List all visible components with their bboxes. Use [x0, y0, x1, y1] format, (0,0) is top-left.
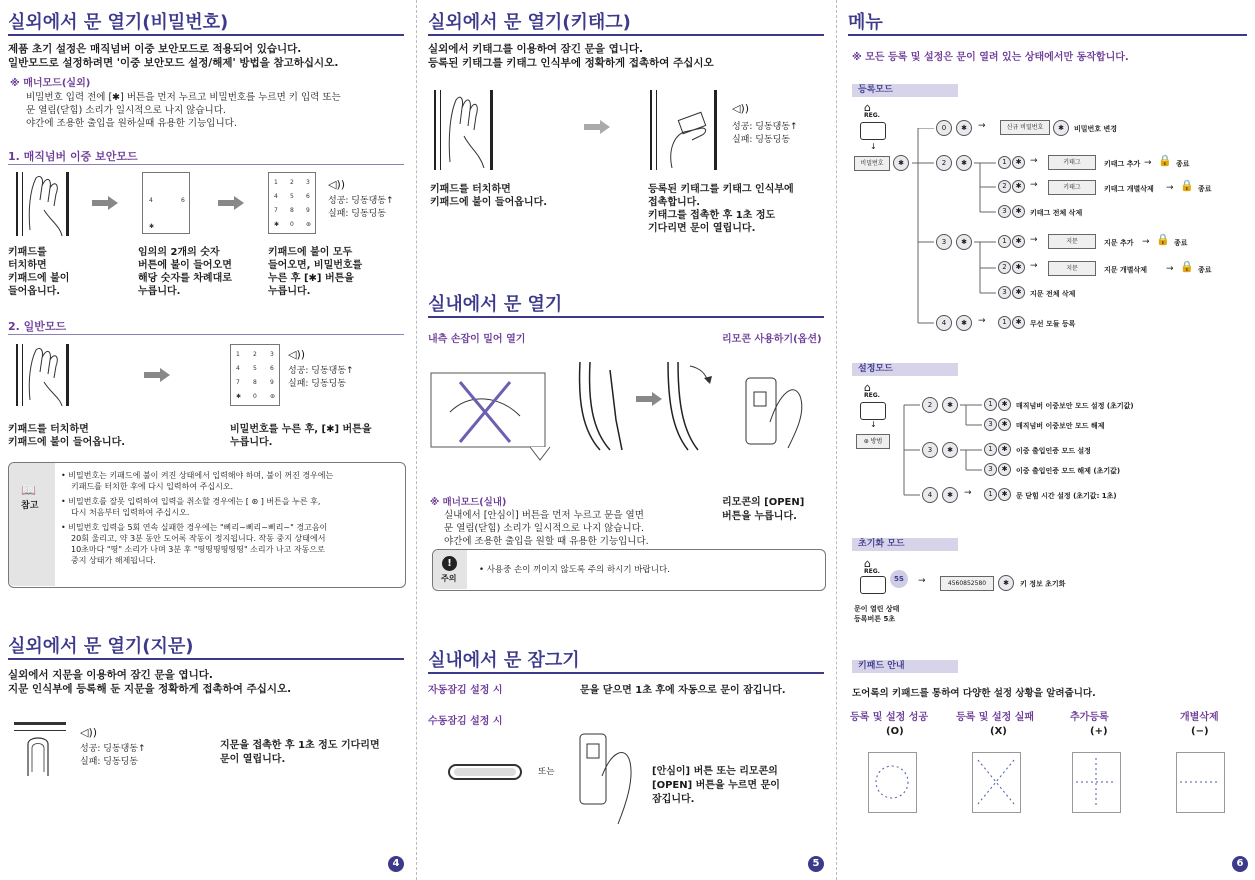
- finger-add-label: 지문 추가: [1104, 239, 1134, 247]
- keytag-del-label: 키태그 개별삭제: [1104, 185, 1154, 193]
- keypad-circle-pattern: [868, 752, 918, 814]
- speaker-icon: ◁)): [288, 348, 306, 361]
- hand-touch-illustration: [432, 88, 498, 172]
- in-left-label: 내측 손잡이 밀어 열기: [428, 334, 526, 345]
- section-underline: [8, 164, 404, 165]
- speaker-icon: ◁)): [328, 178, 346, 191]
- manner-line: 문 열림(닫힘) 소리가 일시적으로 나지 않습니다.: [26, 105, 226, 116]
- step-text: 들어옵니다.: [8, 286, 61, 297]
- page-number: 6: [1232, 856, 1248, 872]
- star-key: ✱: [956, 120, 972, 136]
- key-1: 1: [984, 398, 997, 411]
- kp-desc: 도어록의 키패드를 통하여 다양한 설정 상황을 알려줍니다.: [852, 688, 1096, 699]
- key-0: 0: [936, 120, 952, 136]
- page-title: 실외에서 문 열기(키태그): [428, 12, 631, 33]
- or-text: 또는: [538, 767, 555, 777]
- set4-label: 이중 출입인증 모드 해제 (초기값): [1016, 467, 1121, 475]
- star-key: ✱: [956, 315, 972, 331]
- keytag-touch-illustration: [648, 88, 728, 172]
- new-password-key: 신규 비밀번호: [1000, 120, 1050, 135]
- arrow-right-icon: →: [1144, 158, 1152, 168]
- key-1: 1: [984, 443, 997, 456]
- finger-all-label: 지문 전체 삭제: [1030, 290, 1076, 298]
- init-note: 문이 열린 상태: [854, 605, 900, 613]
- caution-label: 주의: [441, 574, 457, 583]
- step-text: 키패드를: [8, 247, 47, 258]
- five-seconds-badge: 5S: [890, 570, 908, 588]
- set1-label: 매직넘버 이중보안 모드 설정 (초기값): [1016, 402, 1134, 410]
- fail-sound: 실패: 딩동딩동: [732, 135, 791, 145]
- note-label: 참고: [21, 501, 39, 511]
- manner-line: 문 열림(닫힘) 소리가 일시적으로 나지 않습니다.: [444, 523, 644, 534]
- auto-lock-text: 문을 닫으면 1초 후에 자동으로 문이 잠깁니다.: [580, 685, 786, 696]
- finger-del-label: 지문 개별삭제: [1104, 266, 1148, 274]
- arrow-right-icon: [92, 196, 118, 210]
- notice: ※ 모든 등록 및 설정은 문이 열려 있는 상태에서만 동작합니다.: [852, 52, 1129, 63]
- note-line: 키패드를 터치한 후에 다시 입력하여 주십시오.: [71, 482, 234, 491]
- key-3: 3: [984, 463, 997, 476]
- keypad-plus-pattern: [1072, 752, 1122, 814]
- success-sound: 성공: 딩동댕동↑: [288, 366, 354, 376]
- star-key: ✱: [956, 155, 972, 171]
- arrow-down-icon: ↓: [870, 420, 877, 429]
- title-underline: [848, 34, 1247, 36]
- key-1: 1: [998, 156, 1011, 169]
- key-3: 3: [984, 418, 997, 431]
- success-sound: 성공: 딩동댕동↑: [80, 744, 146, 754]
- doorlock-reg-icon: 🔒: [1180, 179, 1194, 192]
- wireless-label: 무선 모듈 등록: [1030, 320, 1076, 328]
- caution-text: • 사용중 손이 끼이지 않도록 주의 하시기 바랍니다.: [479, 565, 670, 575]
- fail-sound: 실패: 딩동딩동: [328, 209, 387, 219]
- column-divider: [416, 0, 417, 880]
- note-box: [8, 462, 406, 588]
- star-key: ✱: [942, 397, 958, 413]
- manual-text: 잠깁니다.: [652, 794, 695, 805]
- key-2: 2: [998, 180, 1011, 193]
- remote-text: 리모콘의 [OPEN]: [722, 497, 805, 508]
- key-2: 2: [922, 397, 938, 413]
- ind-label: 추가등록: [1070, 712, 1109, 723]
- init-label: 키 정보 초기화: [1020, 580, 1066, 588]
- star-key: ✱: [893, 155, 909, 171]
- arrow-right-icon: →: [1030, 261, 1038, 271]
- step-text: 키패드에 불이 들어옵니다.: [430, 197, 548, 208]
- remote-control-illustration: [730, 352, 822, 462]
- arrow-right-icon: →: [1166, 183, 1174, 193]
- keytag-box: 키태그: [1048, 180, 1096, 195]
- section-title: 실외에서 문 열기(지문): [8, 636, 194, 657]
- handle-illustration: [570, 360, 638, 454]
- inner-handle-illustration: [430, 372, 556, 466]
- intro-line: 실외에서 키태그를 이용하여 잠긴 문을 엽니다.: [428, 43, 643, 55]
- star-key: ✱: [1012, 316, 1025, 329]
- manual-lock-label: 수동잠김 설정 시: [428, 716, 503, 727]
- key-4: 4: [922, 487, 938, 503]
- step-text: 임의의 2개의 숫자: [138, 247, 220, 258]
- end-label: 종료: [1198, 266, 1212, 274]
- star-key: ✱: [942, 442, 958, 458]
- password-key: 비밀번호: [854, 156, 890, 171]
- warning-icon: !: [442, 556, 457, 571]
- set2-label: 매직넘버 이중보안 모드 해제: [1016, 422, 1105, 430]
- pw-change-label: 비밀번호 변경: [1074, 125, 1118, 133]
- key-3: 3: [922, 442, 938, 458]
- title-underline: [8, 34, 404, 36]
- step-text: 키패드에 불이 모두: [268, 247, 353, 258]
- manner-title: ※ 매너모드(실내): [430, 497, 507, 508]
- step-text: 버튼에 불이 들어오면: [138, 260, 232, 271]
- ind-sym: (X): [990, 726, 1007, 737]
- finger-box: 지문: [1048, 234, 1096, 249]
- ind-label: 개별삭제: [1180, 712, 1219, 723]
- reg-key-icon: ⌂: [864, 557, 871, 570]
- star-key: ✱: [998, 463, 1011, 476]
- book-icon: 📖: [21, 483, 36, 497]
- section-pill: 등록모드: [852, 84, 958, 97]
- end-label: 종료: [1174, 239, 1188, 247]
- key-1: 1: [984, 488, 997, 501]
- ind-label: 등록 및 설정 실패: [956, 712, 1035, 723]
- step-text: 누른 후 [✱] 버튼을: [268, 273, 354, 284]
- key-3: 3: [998, 205, 1011, 218]
- arrow-right-icon: [584, 120, 610, 134]
- doorlock-reg-icon: 🔒: [1180, 260, 1194, 273]
- init-note: 등록버튼 5초: [854, 615, 896, 623]
- arrow-right-icon: →: [1142, 237, 1150, 247]
- key-3: 3: [998, 286, 1011, 299]
- hand-touch-illustration: [14, 342, 74, 410]
- section-underline: [8, 334, 404, 335]
- key-4: 4: [936, 315, 952, 331]
- step-text: 해당 숫자를 차례대로: [138, 273, 232, 284]
- ind-sym: (O): [886, 726, 904, 737]
- fp-line: 실외에서 지문을 이용하여 잠긴 문을 엽니다.: [8, 669, 213, 681]
- key-2: 2: [998, 261, 1011, 274]
- arrow-right-icon: →: [918, 576, 926, 586]
- remote-text: 버튼을 누릅니다.: [722, 511, 797, 522]
- section-title: 실내에서 문 잠그기: [428, 650, 580, 671]
- ind-sym: (+): [1090, 726, 1108, 737]
- speaker-icon: ◁)): [80, 726, 98, 739]
- finger-box: 지문: [1048, 261, 1096, 276]
- intro-line: 일반모드로 설정하려면 '이중 보안모드 설정/해제' 방법을 참고하십시오.: [8, 57, 339, 69]
- key-1: 1: [998, 235, 1011, 248]
- step-text: 누릅니다.: [268, 286, 311, 297]
- star-key: ✱: [1053, 120, 1069, 136]
- note-line: 20회 울리고, 약 3분 동안 도어록 작동이 정지됩니다. 작동 중지 상태에서: [71, 534, 326, 543]
- reg-label: REG.: [864, 568, 880, 575]
- title-underline: [428, 672, 824, 674]
- reg-key-icon: ⌂: [864, 381, 871, 394]
- keytag-all-label: 키태그 전체 삭제: [1030, 209, 1083, 217]
- key-3: 3: [936, 234, 952, 250]
- fingerprint-sensor-illustration: [14, 720, 70, 780]
- keypad-x-pattern: [972, 752, 1022, 814]
- step-text: 누릅니다.: [230, 437, 273, 448]
- section-pill: 설정모드: [852, 363, 958, 376]
- ind-label: 등록 및 설정 성공: [850, 712, 929, 723]
- page-title: 메뉴: [848, 12, 883, 33]
- section-pill: 초기화 모드: [852, 538, 958, 551]
- arrow-right-icon: →: [978, 121, 986, 131]
- step-text: 들어오면, 비밀번호를: [268, 260, 363, 271]
- success-sound: 성공: 딩동댕동↑: [732, 122, 798, 132]
- manual-text: [OPEN] 버튼을 누르면 문이: [652, 780, 780, 791]
- reg-tree-lines: [910, 128, 940, 328]
- keypad-illustration: 4 6 ✱: [142, 172, 190, 234]
- section-title: 실내에서 문 열기: [428, 294, 563, 315]
- speaker-icon: ◁)): [732, 102, 750, 115]
- init-code-box: 4560852580: [940, 576, 994, 591]
- remote-control-illustration: [570, 730, 646, 826]
- manner-line: 야간에 조용한 출입을 원할 때 유용한 기능입니다.: [444, 536, 649, 547]
- note-line: • 비밀번호 입력을 5회 연속 실패한 경우에는 "삐리~삐리~삐리~" 경고음이: [61, 523, 328, 532]
- page-number: 4: [388, 856, 404, 872]
- star-key: ✱: [1012, 156, 1025, 169]
- section-title: 2. 일반모드: [8, 320, 67, 333]
- arrow-right-icon: →: [1030, 180, 1038, 190]
- arrow-right-icon: [636, 392, 662, 406]
- step-text: 키패드를 터치하면: [430, 184, 511, 195]
- doorlock-icon: [860, 402, 886, 420]
- star-key: ✱: [942, 487, 958, 503]
- end-label: 종료: [1198, 185, 1212, 193]
- note-line: 10초마다 "띵" 소리가 나며 3분 후 "띵띵띵띵띵띵" 소리가 나고 자동으로: [71, 545, 325, 554]
- guard-key: ⊛ 방범: [856, 434, 890, 449]
- success-sound: 성공: 딩동댕동↑: [328, 196, 394, 206]
- intro-line: 등록된 키태그를 키태그 인식부에 정확하게 접촉하여 주십시오: [428, 57, 714, 69]
- title-underline: [428, 34, 824, 36]
- keypad-lit-illustration: 1 2 3 4 5 6 7 8 9 ✱ 0 ⊛: [268, 172, 316, 234]
- fp-desc: 문이 열립니다.: [220, 754, 286, 765]
- title-underline: [428, 316, 824, 318]
- key-2: 2: [936, 155, 952, 171]
- keytag-add-label: 키태그 추가: [1104, 160, 1141, 168]
- star-key: ✱: [998, 575, 1014, 591]
- star-key: ✱: [1012, 286, 1025, 299]
- arrow-down-icon: ↓: [870, 142, 877, 151]
- set3-label: 이중 출입인증 모드 설정: [1016, 447, 1091, 455]
- step-text: 터치하면: [8, 260, 47, 271]
- hand-touch-illustration: [14, 170, 74, 240]
- fail-sound: 실패: 딩동딩동: [80, 757, 139, 767]
- note-side: [9, 463, 55, 586]
- arrow-right-icon: →: [1166, 264, 1174, 274]
- step-text: 누릅니다.: [138, 286, 181, 297]
- arrow-right-icon: →: [978, 316, 986, 326]
- intro-line: 제품 초기 설정은 매직넘버 이중 보안모드로 적용되어 있습니다.: [8, 43, 302, 55]
- handle-open-illustration: [660, 360, 720, 454]
- manual-text: [안심이] 버튼 또는 리모콘의: [652, 766, 778, 777]
- title-underline: [8, 658, 404, 660]
- keytag-box: 키태그: [1048, 155, 1096, 170]
- star-key: ✱: [998, 443, 1011, 456]
- star-key: ✱: [1012, 205, 1025, 218]
- step-text: 비밀번호를 누른 후, [✱] 버튼을: [230, 424, 372, 435]
- caution-box: [432, 549, 826, 591]
- reg-label: REG.: [864, 392, 880, 399]
- fail-sound: 실패: 딩동딩동: [288, 379, 347, 389]
- reg-key-icon: ⌂: [864, 101, 871, 114]
- keypad-minus-pattern: [1176, 752, 1226, 814]
- doorlock-reg-icon: 🔒: [1156, 233, 1170, 246]
- page-title: 실외에서 문 열기(비밀번호): [8, 12, 229, 33]
- key-1: 1: [998, 316, 1011, 329]
- arrow-right-icon: [144, 368, 170, 382]
- manner-line: 비밀번호 입력 전에 [✱] 버튼을 먼저 누르고 비밀번호를 누르면 키 입력 또는: [26, 92, 341, 103]
- doorlock-icon: [860, 576, 886, 594]
- star-key: ✱: [1012, 235, 1025, 248]
- column-divider: [836, 0, 837, 880]
- page-6: [840, 0, 1255, 880]
- step-text: 키패드를 터치하면: [8, 424, 89, 435]
- star-key: ✱: [1012, 261, 1025, 274]
- in-right-label: 리모콘 사용하기(옵션): [722, 334, 822, 345]
- arrow-right-icon: →: [1030, 235, 1038, 245]
- ind-sym: (−): [1191, 726, 1209, 737]
- section-title: 1. 매직넘버 이중 보안모드: [8, 150, 138, 163]
- star-key: ✱: [998, 398, 1011, 411]
- arrow-right-icon: →: [1030, 156, 1038, 166]
- manner-title: ※ 매너모드(실외): [10, 78, 91, 89]
- step-text: 접촉합니다.: [648, 197, 701, 208]
- star-key: ✱: [998, 488, 1011, 501]
- end-label: 종료: [1176, 160, 1190, 168]
- step-text: 키태그를 접촉한 후 1초 정도: [648, 210, 776, 221]
- step-text: 키패드에 불이 들어옵니다.: [8, 437, 126, 448]
- fp-line: 지문 인식부에 등록해 둔 지문을 정확하게 접촉하여 주십시오.: [8, 683, 292, 695]
- auto-lock-label: 자동잠김 설정 시: [428, 685, 503, 696]
- step-text: 키패드에 불이: [8, 273, 70, 284]
- arrow-right-icon: [218, 196, 244, 210]
- note-line: • 비밀번호는 키패드에 불이 켜진 상태에서 입력해야 하며, 불이 꺼진 경우에는: [61, 471, 334, 480]
- note-line: 중지 상태가 해제됩니다.: [71, 556, 156, 565]
- set5-label: 문 닫힘 시간 설정 (초기값: 1초): [1016, 492, 1117, 500]
- page-4: [0, 0, 412, 880]
- keypad-lit-illustration: 1 2 3 4 5 6 7 8 9 ✱ 0 ⊛: [230, 344, 280, 406]
- star-key: ✱: [1012, 180, 1025, 193]
- star-key: ✱: [956, 234, 972, 250]
- page-5: [420, 0, 832, 880]
- step-text: 기다리면 문이 열립니다.: [648, 223, 756, 234]
- arrow-right-icon: →: [964, 488, 972, 498]
- step-text: 등록된 키태그를 키태그 인식부에: [648, 184, 794, 195]
- doorlock-reg-icon: 🔒: [1158, 154, 1172, 167]
- note-line: • 비밀번호를 잘못 입력하여 입력을 취소할 경우에는 [ ⊛ ] 버튼을 누른 후,: [61, 497, 321, 506]
- star-key: ✱: [998, 418, 1011, 431]
- reg-label: REG.: [864, 112, 880, 119]
- note-line: 다시 처음부터 입력하여 주십시오.: [71, 508, 190, 517]
- fp-desc: 지문을 접촉한 후 1초 정도 기다리면: [220, 740, 380, 751]
- section-pill: 키패드 안내: [852, 660, 958, 673]
- manner-line: 야간에 조용한 출입을 원하실때 유용한 기능입니다.: [26, 118, 237, 129]
- page-number: 5: [808, 856, 824, 872]
- safety-button-illustration: [448, 764, 522, 780]
- doorlock-icon: [860, 122, 886, 140]
- manner-line: 실내에서 [안심이] 버튼을 먼저 누르고 문을 열면: [444, 510, 644, 521]
